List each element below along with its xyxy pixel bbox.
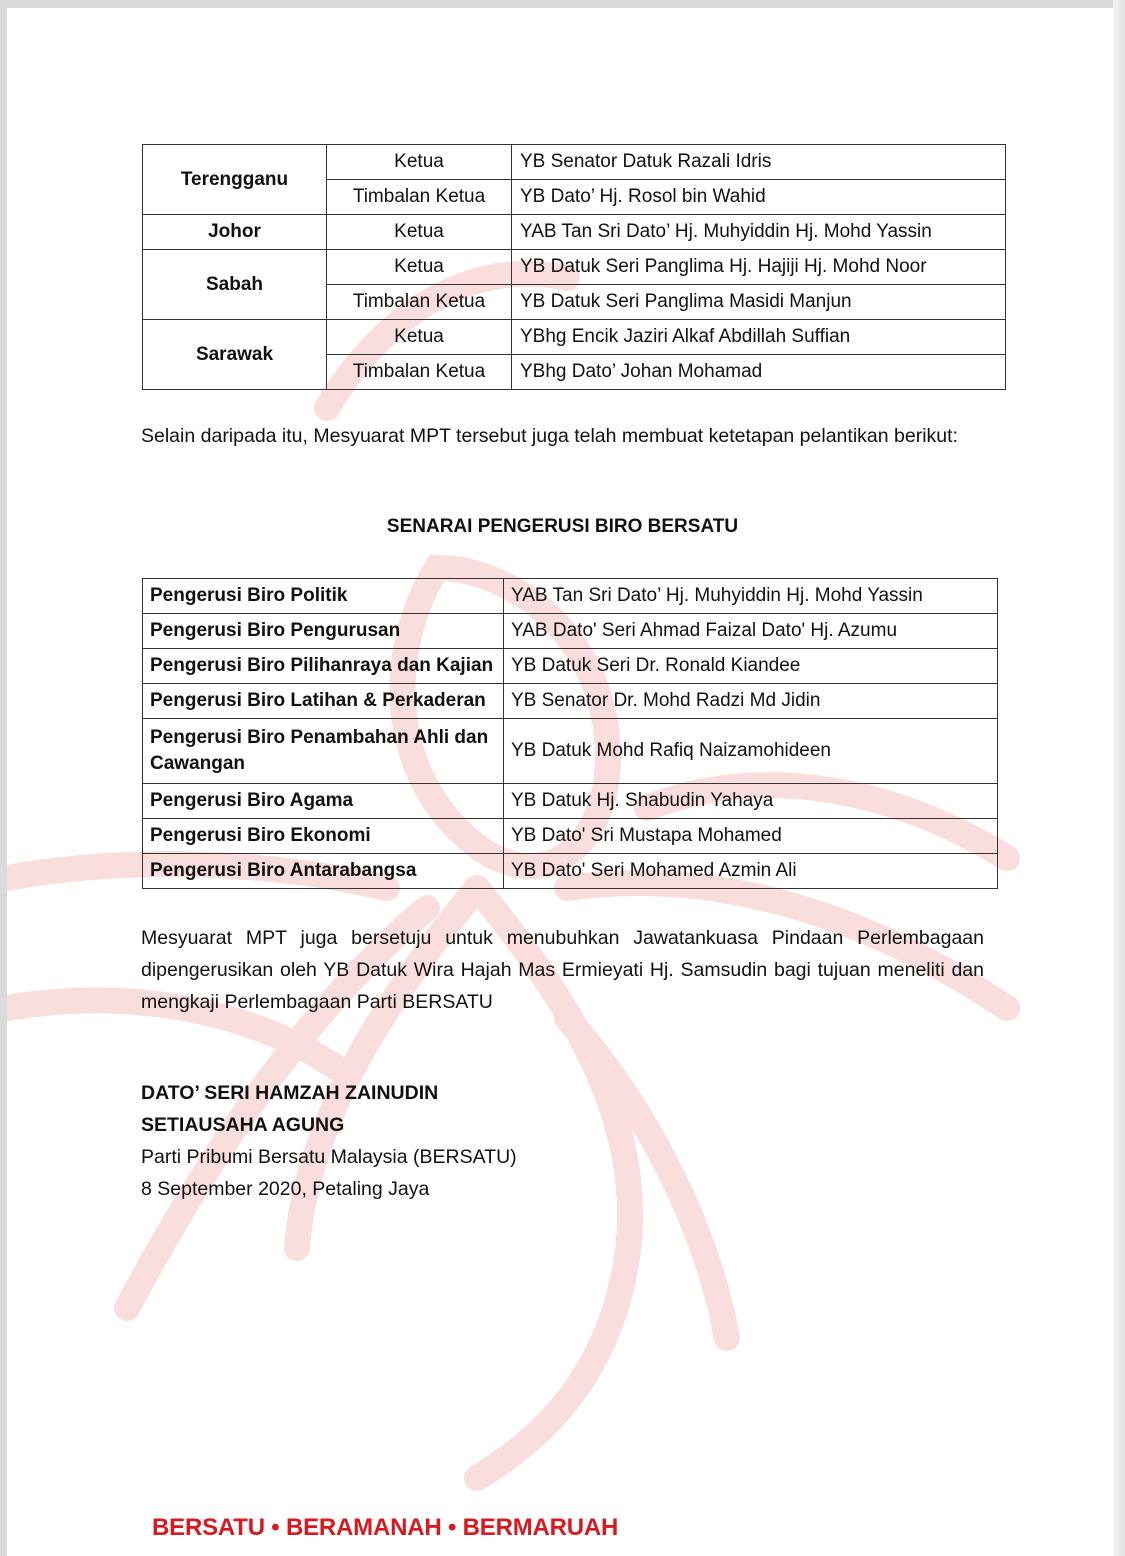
table-row <box>143 784 998 819</box>
name-cell: YB Dato’ Hj. Rosol bin Wahid <box>512 180 1006 215</box>
committee-paragraph: Mesyuarat MPT juga bersetuju untuk menubuhkan Jawatankuasa Pindaan Perlembagaan dipengerusikan oleh YB Datuk Wira Hajah Mas Ermieyati Hj. Samsudin bagi tujuan meneliti dan mengkaji Perlembagaan Parti BERSATU <box>141 927 984 1013</box>
name-cell: YAB Tan Sri Dato’ Hj. Muhyiddin Hj. Mohd Yassin <box>512 215 1006 250</box>
table-row <box>143 684 998 719</box>
role-cell: Timbalan Ketua <box>327 180 512 215</box>
name-cell: YB Dato' Seri Mohamed Azmin Ali <box>504 854 998 889</box>
table-row <box>143 579 998 614</box>
state-cell: Sabah <box>143 250 327 320</box>
bureau-list-heading: SENARAI PENGERUSI BIRO BERSATU <box>386 516 739 537</box>
table-row <box>143 320 1006 355</box>
document-page <box>7 8 1113 1556</box>
state-cell: Sarawak <box>143 320 327 390</box>
name-cell: YB Senator Dr. Mohd Radzi Md Jidin <box>504 684 998 719</box>
bureau-cell: Pengerusi Biro Pengurusan <box>143 614 504 649</box>
role-cell: Ketua <box>327 320 512 355</box>
role-cell: Ketua <box>327 215 512 250</box>
name-cell: YB Datuk Seri Dr. Ronald Kiandee <box>504 649 998 684</box>
bureau-cell: Pengerusi Biro Ekonomi <box>143 819 504 854</box>
name-cell: YBhg Dato’ Johan Mohamad <box>512 355 1006 390</box>
name-cell: YB Senator Datuk Razali Idris <box>512 145 1006 180</box>
table-row <box>143 215 1006 250</box>
footer-slogan: BERSATU • BERAMANAH • BERMARUAH <box>152 1514 619 1541</box>
table-row <box>143 854 998 889</box>
name-cell: YAB Tan Sri Dato’ Hj. Muhyiddin Hj. Mohd Yassin <box>504 579 998 614</box>
role-cell: Timbalan Ketua <box>327 355 512 390</box>
page-edge-shadow <box>1113 0 1125 1556</box>
bureau-cell: Pengerusi Biro Agama <box>143 784 504 819</box>
state-leadership-table <box>142 144 1006 390</box>
bureau-cell: Pengerusi Biro Latihan & Perkaderan <box>143 684 504 719</box>
table-row <box>143 145 1006 180</box>
role-cell: Ketua <box>327 250 512 285</box>
appointment-paragraph: Selain daripada itu, Mesyuarat MPT tersebut juga telah membuat ketetapan pelantikan berikut: <box>141 425 958 447</box>
bureau-cell: Pengerusi Biro Antarabangsa <box>143 854 504 889</box>
bureau-cell: Pengerusi Biro Politik <box>143 579 504 614</box>
name-cell: YB Datuk Seri Panglima Hj. Hajiji Hj. Mohd Noor <box>512 250 1006 285</box>
role-cell: Ketua <box>327 145 512 180</box>
name-cell: YB Datuk Mohd Rafiq Naizamohideen <box>504 719 998 784</box>
bureau-cell: Pengerusi Biro Pilihanraya dan Kajian <box>143 649 504 684</box>
table-row <box>143 250 1006 285</box>
name-cell: YBhg Encik Jaziri Alkaf Abdillah Suffian <box>512 320 1006 355</box>
state-cell: Terengganu <box>143 145 327 215</box>
signatory-name: DATO’ SERI HAMZAH ZAINUDIN <box>141 1082 439 1104</box>
bureau-chairman-table <box>142 578 998 889</box>
name-cell: YB Datuk Hj. Shabudin Yahaya <box>504 784 998 819</box>
bureau-cell: Pengerusi Biro Penambahan Ahli dan Cawangan <box>143 719 504 784</box>
table-row <box>143 649 998 684</box>
name-cell: YB Dato' Sri Mustapa Mohamed <box>504 819 998 854</box>
table-row <box>143 614 998 649</box>
party-name: Parti Pribumi Bersatu Malaysia (BERSATU) <box>141 1146 517 1168</box>
signatory-title: SETIAUSAHA AGUNG <box>141 1114 345 1136</box>
name-cell: YAB Dato' Seri Ahmad Faizal Dato' Hj. Azumu <box>504 614 998 649</box>
role-cell: Timbalan Ketua <box>327 285 512 320</box>
table-row <box>143 819 998 854</box>
table-row <box>143 719 998 784</box>
name-cell: YB Datuk Seri Panglima Masidi Manjun <box>512 285 1006 320</box>
date-place: 8 September 2020, Petaling Jaya <box>141 1178 430 1200</box>
state-cell: Johor <box>143 215 327 250</box>
